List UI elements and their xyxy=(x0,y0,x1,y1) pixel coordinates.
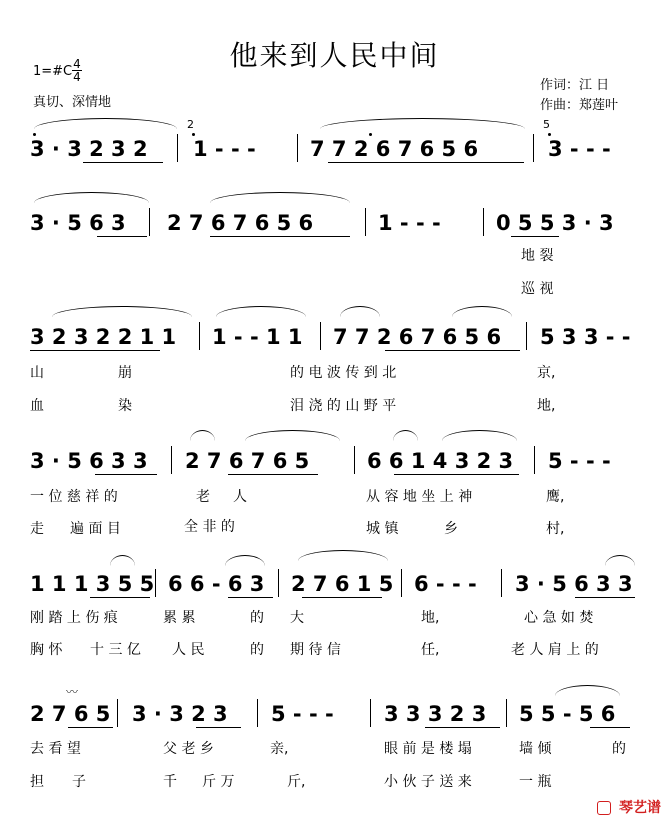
lyric-verse2: 期 待 信 xyxy=(290,642,341,658)
underline xyxy=(95,474,157,475)
row6-measure3: 5 - - - xyxy=(271,702,334,726)
barline xyxy=(297,134,298,162)
row6-measure5: 5 5 - 5 6 xyxy=(519,702,616,726)
lyric-verse2: 的 xyxy=(250,642,264,658)
lyric-verse2: 千 xyxy=(163,774,177,790)
row4-measure4: 5 - - - xyxy=(548,449,611,473)
slur xyxy=(452,306,512,317)
lyric-verse1: 的 电 波 传 到 北 xyxy=(290,365,397,381)
barline xyxy=(117,699,118,727)
lyric-verse1: 刚 踏 上 伤 痕 xyxy=(30,610,118,626)
slur xyxy=(555,685,620,696)
row3-measure4: 5 3 3 - - xyxy=(540,325,631,349)
slur xyxy=(210,192,350,203)
lyric-verse2: 小 伙 子 送 来 xyxy=(384,774,472,790)
slur xyxy=(393,430,418,441)
octave-dot xyxy=(33,133,36,136)
row4-measure1: 3 · 5 6 3 3 xyxy=(30,449,148,473)
underline xyxy=(328,162,524,163)
barline xyxy=(401,569,402,597)
row6-measure4: 3 3 3 2 3 xyxy=(384,702,487,726)
underline xyxy=(68,727,113,728)
underline xyxy=(228,474,318,475)
barline xyxy=(199,322,200,350)
underline xyxy=(385,350,520,351)
row6-measure1: 2 7 6 5 xyxy=(30,702,111,726)
row5-measure2: 6 6 - 6 3 xyxy=(168,572,265,596)
slur xyxy=(190,430,215,441)
lyric-verse1: 山 xyxy=(30,365,44,381)
trill-ornament-icon: 〰 xyxy=(66,685,79,699)
barline xyxy=(149,208,150,236)
lyric-verse2: 村, xyxy=(546,521,565,537)
lyric-verse2: 人 民 xyxy=(172,642,205,658)
barline xyxy=(155,569,156,597)
mood-marking: 真切、深情地 xyxy=(33,95,112,110)
row5-measure3: 2 7 6 1 5 xyxy=(291,572,394,596)
row2-measure1: 3 · 5 6 3 xyxy=(30,211,126,235)
grace-note: 2 xyxy=(187,118,194,131)
lyric-verse1: 父 老 乡 xyxy=(163,741,214,757)
row1-measure1: 3 · 3 2 3 2 xyxy=(30,137,148,161)
lyric-verse1: 的 xyxy=(612,741,626,757)
lyric-verse1: 京, xyxy=(537,365,556,381)
octave-dot xyxy=(369,133,372,136)
barline xyxy=(257,699,258,727)
underline xyxy=(228,597,273,598)
row2-measure2: 2 7 6 7 6 5 6 xyxy=(167,211,314,235)
lyric-verse2: 走 xyxy=(30,521,44,537)
barline xyxy=(370,699,371,727)
slur xyxy=(216,306,306,317)
octave-dot xyxy=(192,133,195,136)
row4-measure2: 2 7 6 7 6 5 xyxy=(185,449,310,473)
barline xyxy=(501,569,502,597)
row2-measure3: 1 - - - xyxy=(378,211,441,235)
slur xyxy=(320,118,525,129)
lyric-verse1: 亲, xyxy=(270,741,289,757)
row4-measure3: 6 6 1 4 3 2 3 xyxy=(367,449,514,473)
lyric-verse1: 崩 xyxy=(118,365,132,381)
underline xyxy=(90,597,150,598)
lyric-verse2: 地, xyxy=(537,398,556,414)
row5-measure1: 1 1 1 3 5 5 xyxy=(30,572,155,596)
lyric-verse1: 眼 前 是 楼 塌 xyxy=(384,741,472,757)
underline xyxy=(302,597,382,598)
lyric-verse1: 去 看 望 xyxy=(30,741,81,757)
time-signature: $\frac{4}{4}$ xyxy=(73,57,81,84)
barline xyxy=(320,322,321,350)
barline xyxy=(354,446,355,474)
row1-measure4: 3 - - - xyxy=(548,137,611,161)
slur xyxy=(34,192,149,203)
row3-measure3: 7 7 2 6 7 6 5 6 xyxy=(333,325,502,349)
barline xyxy=(177,134,178,162)
row3-measure2: 1 - - 1 1 xyxy=(212,325,303,349)
octave-dot xyxy=(548,133,551,136)
row2-measure4: 0 5 5 3 · 3 xyxy=(496,211,614,235)
barline xyxy=(506,699,507,727)
lyric-verse1: 人 xyxy=(233,489,247,505)
row1-measure3: 7 7 2 6 7 6 5 6 xyxy=(310,137,479,161)
lyric-verse2: 乡 xyxy=(444,521,458,537)
row3-measure1: 3 2 3 2 2 1 1 xyxy=(30,325,177,349)
lyric-verse1: 鹰, xyxy=(546,489,565,505)
lyric-verse2: 血 xyxy=(30,398,44,414)
underline xyxy=(30,350,160,351)
underline xyxy=(83,162,163,163)
lyric-verse2: 泪 浇 的 山 野 平 xyxy=(290,398,397,414)
barline xyxy=(278,569,279,597)
slur xyxy=(245,430,340,441)
slur xyxy=(34,118,177,129)
composer-credit: 作曲：郑莲叶 xyxy=(540,98,619,113)
lyric-verse2: 城 镇 xyxy=(366,521,399,537)
lyric-verse2: 子 xyxy=(72,774,86,790)
underline xyxy=(425,727,500,728)
slur xyxy=(225,555,265,566)
slur xyxy=(340,306,380,317)
lyric-verse1: 地 裂 xyxy=(521,248,554,264)
lyric-verse1: 地, xyxy=(421,610,440,626)
underline xyxy=(210,236,350,237)
lyric-verse1: 从 容 地 坐 上 神 xyxy=(366,489,473,505)
underline xyxy=(511,236,559,237)
slur xyxy=(442,430,517,441)
barline xyxy=(171,446,172,474)
lyric-verse2: 斤, xyxy=(287,774,306,790)
grace-note: 5 xyxy=(543,118,550,131)
underline xyxy=(394,474,519,475)
slur xyxy=(52,306,192,317)
lyric-verse2: 老 人 肩 上 的 xyxy=(511,642,599,658)
lyric-verse1: 心 急 如 焚 xyxy=(524,610,594,626)
lyric-verse1: 的 xyxy=(250,610,264,626)
row5-measure5: 3 · 5 6 3 3 xyxy=(515,572,633,596)
lyric-verse1: 大 xyxy=(290,610,304,626)
lyric-verse2: 一 瓶 xyxy=(519,774,552,790)
underline xyxy=(590,727,630,728)
barline xyxy=(533,134,534,162)
lyric-verse1: 累 累 xyxy=(163,610,196,626)
site-logo: 琴艺谱 xyxy=(597,797,661,817)
row5-measure4: 6 - - - xyxy=(414,572,477,596)
slur xyxy=(605,555,635,566)
lyric-verse2: 胸 怀 xyxy=(30,642,63,658)
underline xyxy=(196,727,241,728)
lyric-verse2: 巡 视 xyxy=(521,281,554,297)
lyric-verse1: 老 xyxy=(196,489,210,505)
barline xyxy=(365,208,366,236)
lyric-verse2: 遍 面 目 xyxy=(70,521,121,537)
barline xyxy=(483,208,484,236)
underline xyxy=(97,236,147,237)
lyric-verse2: 担 xyxy=(30,774,44,790)
lyric-verse1: 墙 倾 xyxy=(519,741,552,757)
logo-mark-icon xyxy=(597,801,611,815)
lyric-verse2: 斤 万 xyxy=(202,774,235,790)
key-signature: 1=#C xyxy=(33,64,73,79)
lyric-verse2: 全 非 的 xyxy=(184,519,235,535)
slur xyxy=(110,555,135,566)
page-title: 他来到人民中间 xyxy=(229,39,440,72)
row1-measure2: 1 - - - xyxy=(193,137,256,161)
lyric-verse2: 任, xyxy=(421,642,440,658)
lyric-verse2: 染 xyxy=(118,398,132,414)
row6-measure2: 3 · 3 2 3 xyxy=(132,702,228,726)
lyricist-credit: 作词：江 日 xyxy=(540,78,610,93)
underline xyxy=(575,597,635,598)
lyric-verse2: 十 三 亿 xyxy=(90,642,141,658)
lyric-verse1: 一 位 慈 祥 的 xyxy=(30,489,118,505)
barline xyxy=(526,322,527,350)
slur xyxy=(298,550,388,561)
barline xyxy=(534,446,535,474)
